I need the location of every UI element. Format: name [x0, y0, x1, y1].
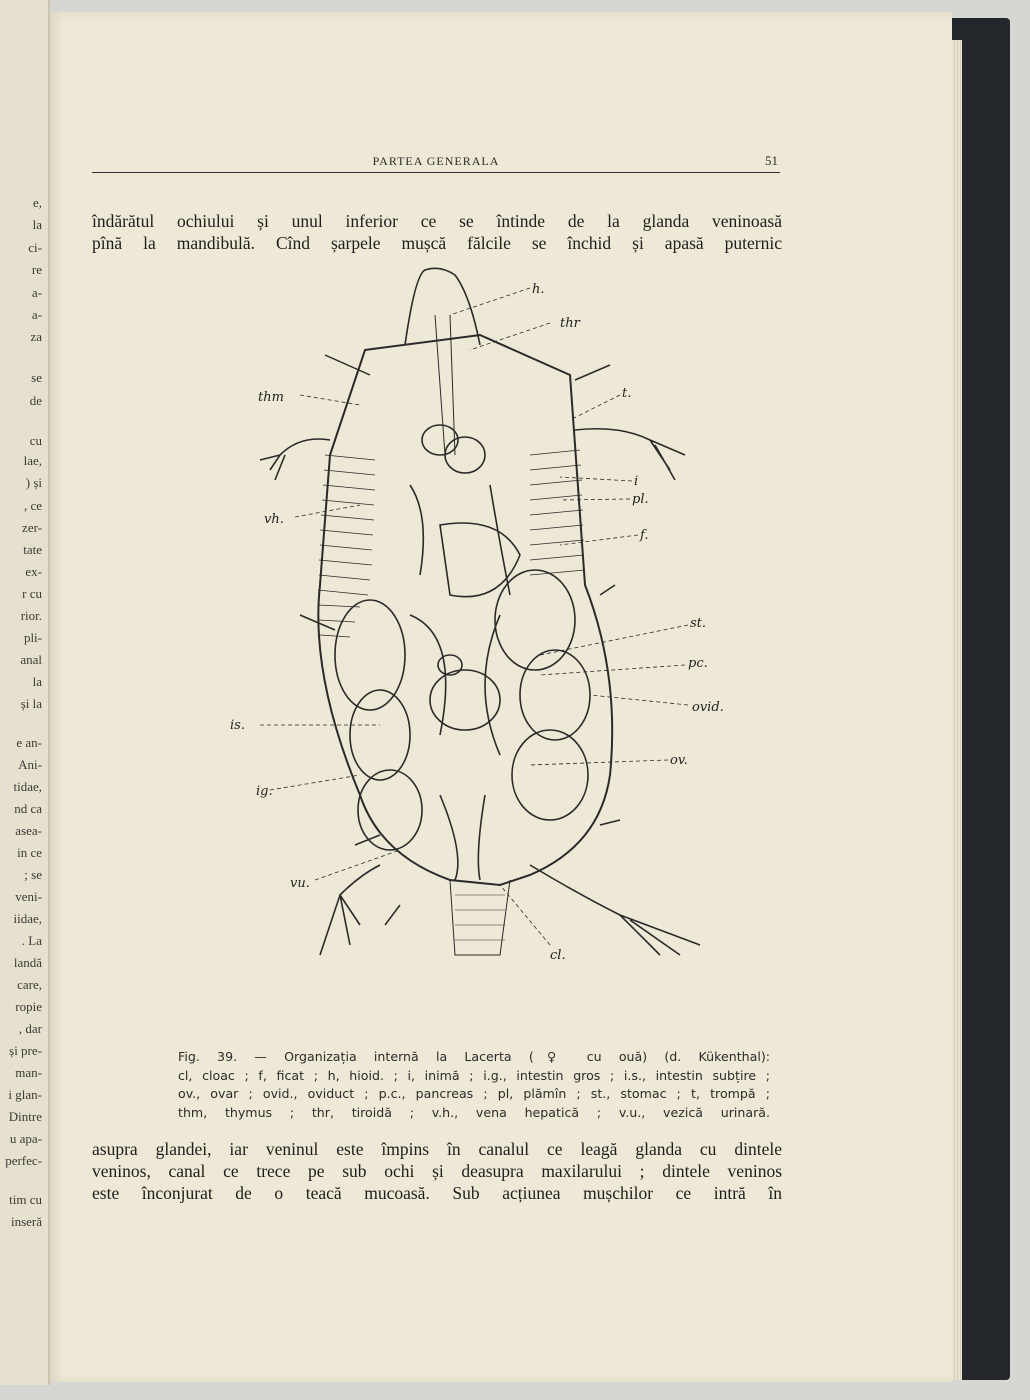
- left-page-text-fragment: u apa-: [9, 1131, 42, 1146]
- left-page-text-fragment: a-: [31, 285, 42, 300]
- left-page-text-fragment: i glan-: [8, 1087, 42, 1102]
- label-f: f.: [640, 528, 649, 543]
- running-title: PARTEA GENERALA: [372, 154, 500, 168]
- caption-line: cl, cloac ; f, ficat ; h, hioid. ; i, inimă ; i.g., intestin gros ; i.s., intestin subțire ;: [178, 1067, 770, 1083]
- left-page-text-fragment: și la: [20, 696, 42, 711]
- left-page-text-fragment: ci-: [28, 240, 42, 255]
- top-paragraph: [92, 210, 782, 254]
- left-page-text-fragment: nd ca: [14, 801, 42, 816]
- label-ig: ig.: [256, 784, 273, 799]
- left-page-text-fragment: Ani-: [18, 757, 42, 772]
- left-page-text-fragment: ) și: [25, 475, 42, 490]
- label-is: is.: [230, 718, 245, 733]
- text-line: îndărătul ochiului și unul inferior ce se întinde de la glanda veninoasă: [92, 211, 782, 231]
- label-t: t.: [622, 386, 632, 401]
- left-page-text-fragment: pli-: [23, 630, 42, 645]
- left-page-text-fragment: ex-: [25, 564, 42, 579]
- left-page-text-fragment: anal: [20, 652, 42, 667]
- page-edges: [952, 40, 962, 1380]
- left-page-text-fragment: de: [29, 393, 42, 408]
- left-page-text-fragment: za: [30, 329, 42, 344]
- left-page-text-fragment: cu: [29, 433, 42, 448]
- left-page-text-fragment: la: [32, 217, 42, 232]
- label-st: st.: [690, 616, 707, 631]
- left-page-text-fragment: ; se: [24, 867, 42, 882]
- left-page-text-fragment: e,: [32, 195, 42, 210]
- label-vh: vh.: [264, 512, 284, 527]
- label-i: i: [634, 474, 639, 489]
- left-page-text-fragment: re: [31, 262, 42, 277]
- left-page-text-fragment: man-: [15, 1065, 42, 1080]
- left-page-text-fragment: in ce: [17, 845, 42, 860]
- left-page-text-fragment: care,: [17, 977, 42, 992]
- left-page-text-fragment: la: [32, 674, 42, 689]
- label-pc: pc.: [688, 656, 708, 671]
- running-header: [92, 152, 780, 173]
- left-page-text-fragment: r cu: [22, 586, 42, 601]
- label-vu: vu.: [290, 876, 310, 891]
- page-number: 51: [765, 153, 778, 168]
- left-page: [0, 0, 50, 1385]
- left-page-text-fragment: rior.: [20, 608, 42, 623]
- left-page-text-fragment: . La: [21, 933, 42, 948]
- left-page-text-fragment: zer-: [22, 520, 42, 535]
- label-cl: cl.: [550, 948, 566, 963]
- label-ovid: ovid.: [692, 700, 724, 715]
- left-page-text-fragment: perfec-: [5, 1153, 42, 1168]
- text-line: pînă la mandibulă. Cînd șarpele mușcă fălcile se închid și apasă puternic: [92, 233, 782, 253]
- left-page-text-fragment: tidae,: [13, 779, 42, 794]
- left-page-text-fragment: a-: [31, 307, 42, 322]
- label-thm: thm: [258, 390, 284, 405]
- left-page-text-fragment: , ce: [23, 498, 42, 513]
- left-page-text-fragment: Dintre: [8, 1109, 42, 1124]
- left-page-text-fragment: tim cu: [9, 1192, 42, 1207]
- label-h: h.: [532, 282, 545, 297]
- caption-line: thm, thymus ; thr, tiroidă ; v.h., vena hepatică ; v.u., vezică urinară.: [178, 1104, 770, 1120]
- caption-line: Fig. 39. — Organizația internă la Lacerta (♀ cu ouă) (d. Kükenthal):: [178, 1049, 770, 1064]
- left-page-text-fragment: tate: [23, 542, 42, 557]
- left-page-text-fragment: , dar: [18, 1021, 42, 1036]
- left-page-text-fragment: e an-: [16, 735, 42, 750]
- left-page-text-fragment: asea-: [15, 823, 42, 838]
- bottom-paragraph: [92, 1138, 782, 1204]
- left-page-text-fragment: și pre-: [9, 1043, 42, 1058]
- text-line: este înconjurat de o teacă mucoasă. Sub acțiunea mușchilor ce intră în: [92, 1183, 782, 1203]
- text-line: veninos, canal ce trece pe sub ochi și deasupra maxilarului ; dintele veninos: [92, 1161, 782, 1181]
- figure-caption: [178, 1048, 770, 1122]
- left-page-text-fragment: landă: [13, 955, 42, 970]
- left-page-text-fragment: inseră: [10, 1214, 42, 1229]
- left-page-text-fragment: ropie: [15, 999, 42, 1014]
- label-ov: ov.: [670, 753, 688, 768]
- left-page-text-fragment: se: [31, 370, 42, 385]
- label-pl: pl.: [632, 492, 649, 507]
- lizard-anatomy-figure: [200, 255, 760, 1025]
- left-page-text-fragment: veni-: [15, 889, 42, 904]
- label-thr: thr: [560, 316, 580, 331]
- caption-line: ov., ovar ; ovid., oviduct ; p.c., pancreas ; pl, plămîn ; st., stomac ; t, trompă ;: [178, 1086, 770, 1101]
- left-page-text-fragment: lae,: [23, 453, 42, 468]
- text-line: asupra glandei, iar veninul este împins în canalul ce leagă glanda cu dintele: [92, 1139, 782, 1159]
- left-page-text-fragment: iidae,: [13, 911, 42, 926]
